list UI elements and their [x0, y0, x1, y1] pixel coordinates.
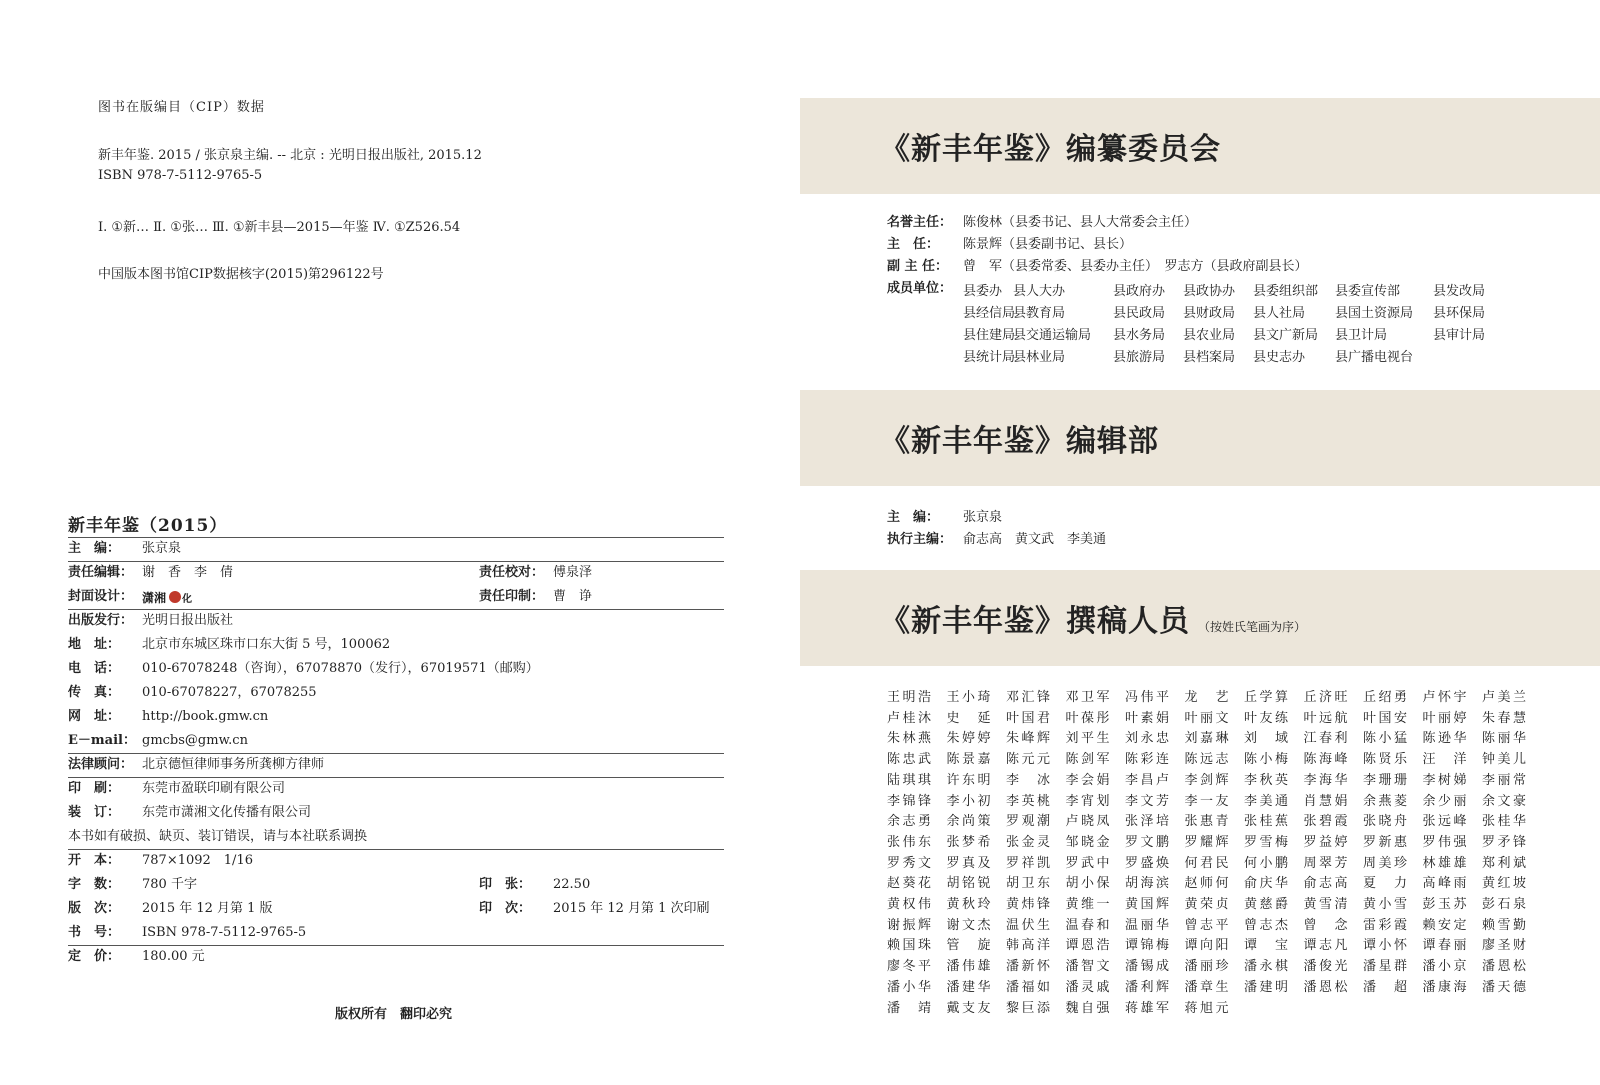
colophon-row-address [68, 633, 724, 657]
writer-name: 俞志高 [1303, 876, 1348, 892]
member-unit: 县国土资源局 [1335, 306, 1414, 321]
colophon-row-design [68, 585, 724, 609]
field-label: E－mail： [68, 733, 136, 748]
field-label: 地 址： [68, 637, 121, 652]
writer-name: 黄国辉 [1125, 897, 1169, 912]
writer-name: 钟美儿 [1482, 752, 1526, 768]
field-label: 版 次： [68, 901, 121, 916]
writer-name: 卢晓凤 [1065, 814, 1110, 830]
field-value: 北京市东城区珠市口东大街 5 号，100062 [142, 637, 391, 652]
writer-name: 胡卫东 [1006, 876, 1050, 892]
writer-name: 谭 宝 [1244, 938, 1288, 954]
svg-text:潇湘: 潇湘 [142, 590, 167, 605]
writer-name: 李树娣 [1422, 772, 1467, 788]
field-label: 电 话： [68, 661, 121, 676]
field-value: ISBN 978-7-5112-9765-5 [142, 925, 307, 940]
writer-name: 邹晓金 [1065, 834, 1110, 850]
member-unit: 县财政局 [1183, 306, 1236, 321]
writer-name: 叶素娟 [1125, 710, 1169, 726]
writer-name: 蒋旭元 [1184, 1000, 1229, 1016]
cip-number-line: 中国版本图书馆CIP数据核字(2015)第296122号 [98, 267, 384, 282]
writers-header-band [800, 570, 1600, 666]
writer-name: 肖慧娟 [1303, 793, 1348, 809]
writer-name: 罗雪梅 [1244, 834, 1288, 850]
writer-name: 赵葵花 [887, 876, 931, 892]
field-value: 俞志高 黄文武 李美通 [963, 532, 1107, 547]
writer-name: 潘灵戚 [1065, 979, 1110, 995]
writer-name: 谭志凡 [1303, 938, 1348, 954]
field-value: 2015 年 12 月第 1 次印刷 [553, 901, 710, 916]
writer-name: 罗文鹏 [1125, 834, 1169, 850]
writer-name: 潘利辉 [1125, 979, 1169, 995]
field-label: 法律顾问： [68, 757, 134, 772]
writer-name: 史 延 [946, 710, 991, 726]
writer-name: 余文豪 [1482, 793, 1526, 809]
writer-name: 朱婷婷 [946, 731, 991, 747]
writer-name: 丘学算 [1244, 690, 1288, 705]
field-value: 陈景辉（县委副书记、县长） [963, 237, 1133, 252]
writer-name: 刘平生 [1065, 731, 1110, 747]
committee-members-label [887, 278, 963, 300]
writer-name: 丘济旺 [1303, 690, 1348, 705]
writer-name: 李一友 [1184, 793, 1229, 809]
writer-name: 黎巨添 [1006, 1000, 1050, 1016]
writer-name: 王明浩 [887, 690, 931, 705]
writer-name: 谭恩浩 [1065, 938, 1110, 954]
member-unit: 县发改局 [1433, 284, 1486, 299]
committee-row-deputy [887, 256, 1308, 278]
writer-name: 潘小京 [1422, 959, 1467, 975]
writer-name: 黄炜锋 [1006, 897, 1050, 912]
email-link[interactable]: gmcbs@gmw.cn [142, 733, 248, 748]
writer-name: 李锦锋 [887, 793, 931, 809]
cip-heading: 图书在版编目（CIP）数据 [98, 100, 265, 115]
writer-name: 张碧霞 [1303, 814, 1348, 830]
member-unit: 县旅游局 [1113, 350, 1166, 365]
colophon-title: 新丰年鉴（2015） [68, 516, 228, 536]
writer-name: 谭小怀 [1363, 938, 1407, 954]
writer-name: 卢怀宇 [1422, 690, 1467, 705]
field-value: 180.00 元 [142, 949, 205, 964]
writer-name: 朱峰辉 [1006, 731, 1050, 747]
colophon-row-edition [68, 897, 724, 921]
writer-name: 黄小雪 [1363, 897, 1407, 912]
member-unit: 县人大办 [1013, 284, 1066, 299]
colophon-row-format [68, 849, 724, 873]
member-unit: 县农业局 [1183, 328, 1236, 343]
writer-name: 黄红坡 [1482, 876, 1526, 892]
writer-name: 陈彩连 [1125, 752, 1169, 768]
writer-name: 陈剑军 [1065, 752, 1110, 768]
writer-name: 潘伟雄 [946, 959, 991, 975]
writer-name: 谭春丽 [1422, 938, 1467, 954]
field-value: 张京泉 [963, 510, 1003, 525]
committee-row-director [887, 234, 1132, 256]
writer-name: 李英桃 [1006, 793, 1050, 809]
colophon-row-publisher [68, 609, 724, 633]
member-unit: 县委宣传部 [1335, 284, 1401, 299]
writer-name: 余少丽 [1422, 793, 1467, 809]
writer-name: 曾 念 [1303, 917, 1348, 933]
writer-name: 黄维一 [1065, 897, 1110, 912]
writer-name: 卢桂沐 [887, 710, 931, 726]
writer-name: 叶丽婷 [1422, 710, 1467, 726]
field-label: 主 任： [887, 237, 940, 252]
writer-name: 谢振辉 [887, 917, 931, 933]
field-value: 22.50 [553, 877, 591, 892]
writer-name: 朱林燕 [887, 731, 931, 747]
writer-name: 陈逊华 [1422, 731, 1467, 747]
writer-name: 何小鹏 [1244, 855, 1288, 871]
colophon-row-words [68, 873, 724, 897]
writer-name: 周翠芳 [1303, 855, 1348, 871]
member-unit: 县政协办 [1183, 284, 1236, 299]
writer-name: 罗矛锋 [1482, 834, 1526, 850]
field-label: 印 次： [479, 901, 532, 916]
field-label: 责任印制： [479, 589, 545, 604]
colophon-notice [68, 825, 724, 849]
writer-name: 温伏生 [1006, 917, 1050, 933]
field-value: 780 千字 [142, 877, 197, 892]
writer-name: 潘建华 [946, 979, 991, 995]
colophon-row-legal [68, 753, 724, 777]
writer-name: 汪 洋 [1422, 752, 1467, 768]
writer-name: 张梦希 [946, 834, 991, 850]
writer-name: 潘新怀 [1006, 959, 1050, 975]
writer-name: 刘永忠 [1125, 731, 1169, 747]
field-label: 印 刷： [68, 781, 121, 796]
writer-name: 陈丽华 [1482, 731, 1526, 747]
member-unit: 县经信局 [963, 306, 1016, 321]
writer-name: 潘星群 [1363, 959, 1407, 975]
writer-name: 陈元元 [1006, 752, 1050, 768]
field-value: 傅泉泽 [553, 565, 593, 580]
writer-name: 廖圣财 [1482, 938, 1526, 954]
writer-name: 叶远航 [1303, 710, 1348, 726]
field-value: 东莞市潇湘文化传播有限公司 [142, 805, 312, 820]
writer-name: 罗耀辉 [1184, 834, 1229, 850]
writer-name: 李昌卢 [1125, 772, 1169, 788]
notice-text: 本书如有破损、缺页、装订错误，请与本社联系调换 [68, 829, 368, 844]
field-label: 传 真： [68, 685, 121, 700]
writer-name: 邓汇锋 [1006, 690, 1050, 705]
field-value: 谢 香 李 倩 [142, 565, 234, 580]
field-label: 开 本： [68, 853, 121, 868]
writer-name: 黄荣贞 [1184, 897, 1229, 912]
writer-name: 陆琪琪 [887, 772, 931, 788]
writer-name: 叶国君 [1006, 710, 1050, 726]
writer-name: 罗武中 [1065, 855, 1110, 871]
member-unit: 县档案局 [1183, 350, 1236, 365]
writer-name: 何君民 [1184, 855, 1229, 871]
field-value: 010-67078227，67078255 [142, 685, 317, 700]
writer-name: 李珊珊 [1363, 772, 1407, 788]
writer-name: 潘福如 [1006, 979, 1050, 995]
writer-name: 罗真及 [946, 855, 991, 871]
writer-name: 林雄雄 [1422, 855, 1467, 871]
field-label: 副 主 任： [887, 259, 949, 274]
writer-name: 罗祥凯 [1006, 855, 1050, 871]
member-unit: 县水务局 [1113, 328, 1166, 343]
xiaoxiang-culture-logo [142, 589, 194, 605]
writer-name: 陈海峰 [1303, 752, 1348, 768]
writer-name: 李宵划 [1065, 793, 1110, 809]
writer-name: 李丽常 [1482, 772, 1526, 788]
writer-name: 李小初 [946, 793, 991, 809]
writer-name: 陈远志 [1184, 752, 1229, 768]
member-unit: 县委组织部 [1253, 284, 1319, 299]
writer-name: 罗秀文 [887, 855, 931, 871]
writer-name: 潘恩松 [1303, 979, 1348, 995]
field-value: 2015 年 12 月第 1 版 [142, 901, 273, 916]
writer-name: 李文芳 [1125, 793, 1169, 809]
writer-name: 雷彩霞 [1363, 917, 1407, 933]
member-unit: 县民政局 [1113, 306, 1166, 321]
writer-name: 陈景嘉 [946, 752, 991, 768]
cip-subject-line: Ⅰ. ①新… Ⅱ. ①张… Ⅲ. ①新丰县—2015—年鉴 Ⅳ. ①Z526.54 [98, 220, 461, 235]
field-label: 主 编： [887, 510, 940, 525]
writer-name: 陈忠武 [887, 752, 931, 768]
writer-name: 潘智文 [1065, 959, 1110, 975]
field-value: 010-67078248（咨询），67078870（发行），67019571（邮购） [142, 661, 539, 676]
writer-name: 丘绍勇 [1363, 690, 1407, 705]
writer-name: 李剑辉 [1184, 772, 1229, 788]
field-value: 东莞市盈联印刷有限公司 [142, 781, 286, 796]
member-unit: 县环保局 [1433, 306, 1486, 321]
field-value: 张京泉 [142, 541, 182, 556]
writer-name: 江春利 [1303, 731, 1348, 747]
writer-name: 潘康海 [1422, 979, 1467, 995]
member-unit: 县史志办 [1253, 350, 1306, 365]
writer-name: 潘丽珍 [1184, 959, 1229, 975]
writer-name: 赖国珠 [887, 938, 931, 954]
editorial-title: 《新丰年鉴》编辑部 [880, 424, 1159, 459]
field-value: 曾 军（县委常委、县委办主任） 罗志方（县政府副县长） [963, 259, 1308, 274]
writer-name: 潘章生 [1184, 979, 1229, 995]
writer-name: 余燕菱 [1363, 793, 1407, 809]
field-label: 责任校对： [479, 565, 545, 580]
field-label: 封面设计： [68, 589, 134, 604]
writer-name: 张远峰 [1422, 814, 1467, 830]
member-unit: 县文广新局 [1253, 328, 1319, 343]
colophon-row-chief-editor [68, 537, 724, 561]
writer-name: 陈小猛 [1363, 731, 1407, 747]
writer-name: 潘俊光 [1303, 959, 1348, 975]
writer-name: 叶友练 [1244, 710, 1288, 726]
writer-name: 高峰雨 [1422, 876, 1467, 892]
writer-name: 胡海滨 [1125, 876, 1169, 892]
colophon-row-printer [68, 777, 724, 801]
writer-name: 俞庆华 [1244, 876, 1288, 892]
writer-name: 黄慈爵 [1244, 897, 1288, 912]
writer-name: 潘恩松 [1482, 959, 1526, 975]
writer-name: 冯伟平 [1125, 690, 1169, 705]
colophon-row-editors [68, 561, 724, 585]
writer-name: 张桂蕉 [1244, 814, 1288, 830]
writer-name: 彭玉苏 [1422, 897, 1467, 912]
copyright-notice: 版权所有 翻印必究 [335, 1007, 453, 1022]
colophon-row-fax [68, 681, 724, 705]
writer-name: 潘 超 [1363, 979, 1407, 995]
writer-name: 张桂华 [1482, 814, 1526, 830]
committee-header-band [800, 98, 1600, 194]
field-value: 787×1092 1/16 [142, 853, 253, 868]
writer-name: 李海华 [1303, 772, 1348, 788]
writer-name: 廖冬平 [887, 959, 931, 975]
editorial-row-exec [887, 529, 1106, 551]
colophon-row-email [68, 729, 724, 753]
writer-name: 李 冰 [1006, 772, 1050, 788]
writers-subtitle: （按姓氏笔画为序） [1198, 620, 1307, 634]
field-label: 责任编辑： [68, 565, 134, 580]
writer-name: 张惠青 [1184, 814, 1229, 830]
member-unit: 县教育局 [1013, 306, 1066, 321]
writer-name: 朱春慧 [1482, 710, 1526, 726]
field-label: 出版发行： [68, 613, 134, 628]
writer-name: 潘小华 [887, 979, 931, 995]
member-unit: 县统计局 [963, 350, 1016, 365]
writer-name: 潘建明 [1244, 979, 1288, 995]
writer-name: 赵师何 [1184, 876, 1229, 892]
field-label: 装 订： [68, 805, 121, 820]
field-label: 网 址： [68, 709, 121, 724]
colophon-row-website [68, 705, 724, 729]
writer-name: 戴支友 [946, 1000, 991, 1016]
writer-name: 张金灵 [1006, 834, 1050, 850]
field-label: 成员单位： [887, 281, 953, 296]
writer-name: 谭锦梅 [1125, 938, 1169, 954]
field-label: 字 数： [68, 877, 121, 892]
writers-title [880, 596, 1306, 640]
writer-name: 管 旋 [946, 938, 991, 954]
member-unit: 县政府办 [1113, 284, 1166, 299]
writer-name: 蒋雄军 [1125, 1000, 1169, 1016]
writer-name: 许东明 [946, 772, 991, 788]
writer-name: 陈小梅 [1244, 752, 1288, 768]
writer-name: 张泽培 [1125, 814, 1169, 830]
writer-name: 夏 力 [1363, 876, 1407, 892]
writer-name: 彭石泉 [1482, 897, 1526, 912]
member-unit: 县交通运输局 [1013, 328, 1092, 343]
field-label: 定 价： [68, 949, 121, 964]
writer-name: 张伟东 [887, 834, 931, 850]
field-label: 书 号： [68, 925, 121, 940]
writer-name: 李美通 [1244, 793, 1288, 809]
writer-name: 刘 域 [1244, 731, 1288, 747]
member-unit: 县卫计局 [1335, 328, 1388, 343]
field-value: 北京德恒律师事务所龚柳方律师 [142, 757, 325, 772]
field-label: 主 编： [68, 541, 121, 556]
writer-name: 叶丽文 [1184, 710, 1229, 726]
cip-bibliographic-line: 新丰年鉴. 2015 / 张京泉主编. -- 北京 : 光明日报出版社, 2015.12 [98, 148, 482, 163]
writer-name: 余尚策 [946, 814, 991, 830]
writer-name: 潘天德 [1482, 979, 1526, 995]
writer-name: 王小琦 [946, 690, 991, 705]
member-unit: 县广播电视台 [1335, 350, 1414, 365]
member-unit: 县住建局 [963, 328, 1016, 343]
writer-name: 韩高洋 [1006, 938, 1050, 954]
writer-name: 郑利斌 [1482, 855, 1526, 871]
member-unit: 县人社局 [1253, 306, 1306, 321]
writer-name: 卢美兰 [1482, 690, 1526, 705]
writer-name: 刘嘉琳 [1184, 731, 1229, 747]
field-value: 曹 诤 [553, 589, 593, 604]
committee-title: 《新丰年鉴》编纂委员会 [880, 132, 1221, 167]
colophon-row-isbn [68, 921, 724, 945]
writer-name: 赖安定 [1422, 917, 1467, 933]
writer-name: 黄雪清 [1303, 897, 1348, 912]
colophon-row-price [68, 945, 724, 969]
writer-name: 曾志杰 [1244, 917, 1288, 933]
writer-name: 罗观潮 [1006, 814, 1050, 830]
field-label: 名誉主任： [887, 215, 953, 230]
writer-name: 罗盛焕 [1125, 855, 1169, 871]
writer-name: 龙 艺 [1184, 690, 1229, 705]
writer-name: 周美珍 [1363, 855, 1407, 871]
writer-name: 谭向阳 [1184, 938, 1229, 954]
member-unit: 县委办 [963, 284, 1003, 299]
editorial-header-band [800, 390, 1600, 486]
editorial-row-chief [887, 507, 1002, 529]
writer-name: 罗伟强 [1422, 834, 1467, 850]
writer-name: 李会娟 [1065, 772, 1110, 788]
writer-name: 曾志平 [1184, 917, 1229, 933]
cip-isbn-line: ISBN 978-7-5112-9765-5 [98, 168, 263, 183]
writer-name: 潘永棋 [1244, 959, 1288, 975]
website-link[interactable]: http://book.gmw.cn [142, 709, 269, 724]
writer-name: 魏自强 [1065, 1000, 1110, 1016]
writer-name: 张晓舟 [1363, 814, 1407, 830]
writer-name: 叶葆彤 [1065, 710, 1110, 726]
field-value: 陈俊林（县委书记、县人大常委会主任） [963, 215, 1198, 230]
colophon-row-phone [68, 657, 724, 681]
member-unit: 县林业局 [1013, 350, 1066, 365]
field-label: 执行主编： [887, 532, 953, 547]
writer-name: 温丽华 [1125, 917, 1169, 933]
member-unit: 县审计局 [1433, 328, 1486, 343]
writer-name: 罗益婷 [1303, 834, 1348, 850]
svg-text:化: 化 [182, 593, 192, 605]
writer-name: 潘锡成 [1125, 959, 1169, 975]
field-value: 光明日报出版社 [142, 613, 234, 628]
writer-name: 李秋英 [1244, 772, 1288, 788]
writer-name: 叶国安 [1363, 710, 1407, 726]
writer-name: 陈贤乐 [1363, 752, 1407, 768]
writer-name: 胡小保 [1065, 876, 1110, 892]
writer-name: 胡铭锐 [946, 876, 991, 892]
writers-title-text: 《新丰年鉴》撰稿人员 [880, 604, 1190, 639]
colophon-row-binding [68, 801, 724, 825]
writer-name: 黄秋玲 [946, 897, 991, 912]
writer-name: 邓卫军 [1065, 690, 1110, 705]
committee-row-honorary [887, 212, 1197, 234]
writer-name: 谢文杰 [946, 917, 991, 933]
writer-name: 罗新惠 [1363, 834, 1407, 850]
writer-name: 赖雪勤 [1482, 917, 1526, 933]
writer-name: 温春和 [1065, 917, 1110, 933]
field-label: 印 张： [479, 877, 532, 892]
writer-name: 余志勇 [887, 814, 931, 830]
writer-name: 黄权伟 [887, 897, 931, 912]
writer-name: 潘 靖 [887, 1000, 931, 1016]
